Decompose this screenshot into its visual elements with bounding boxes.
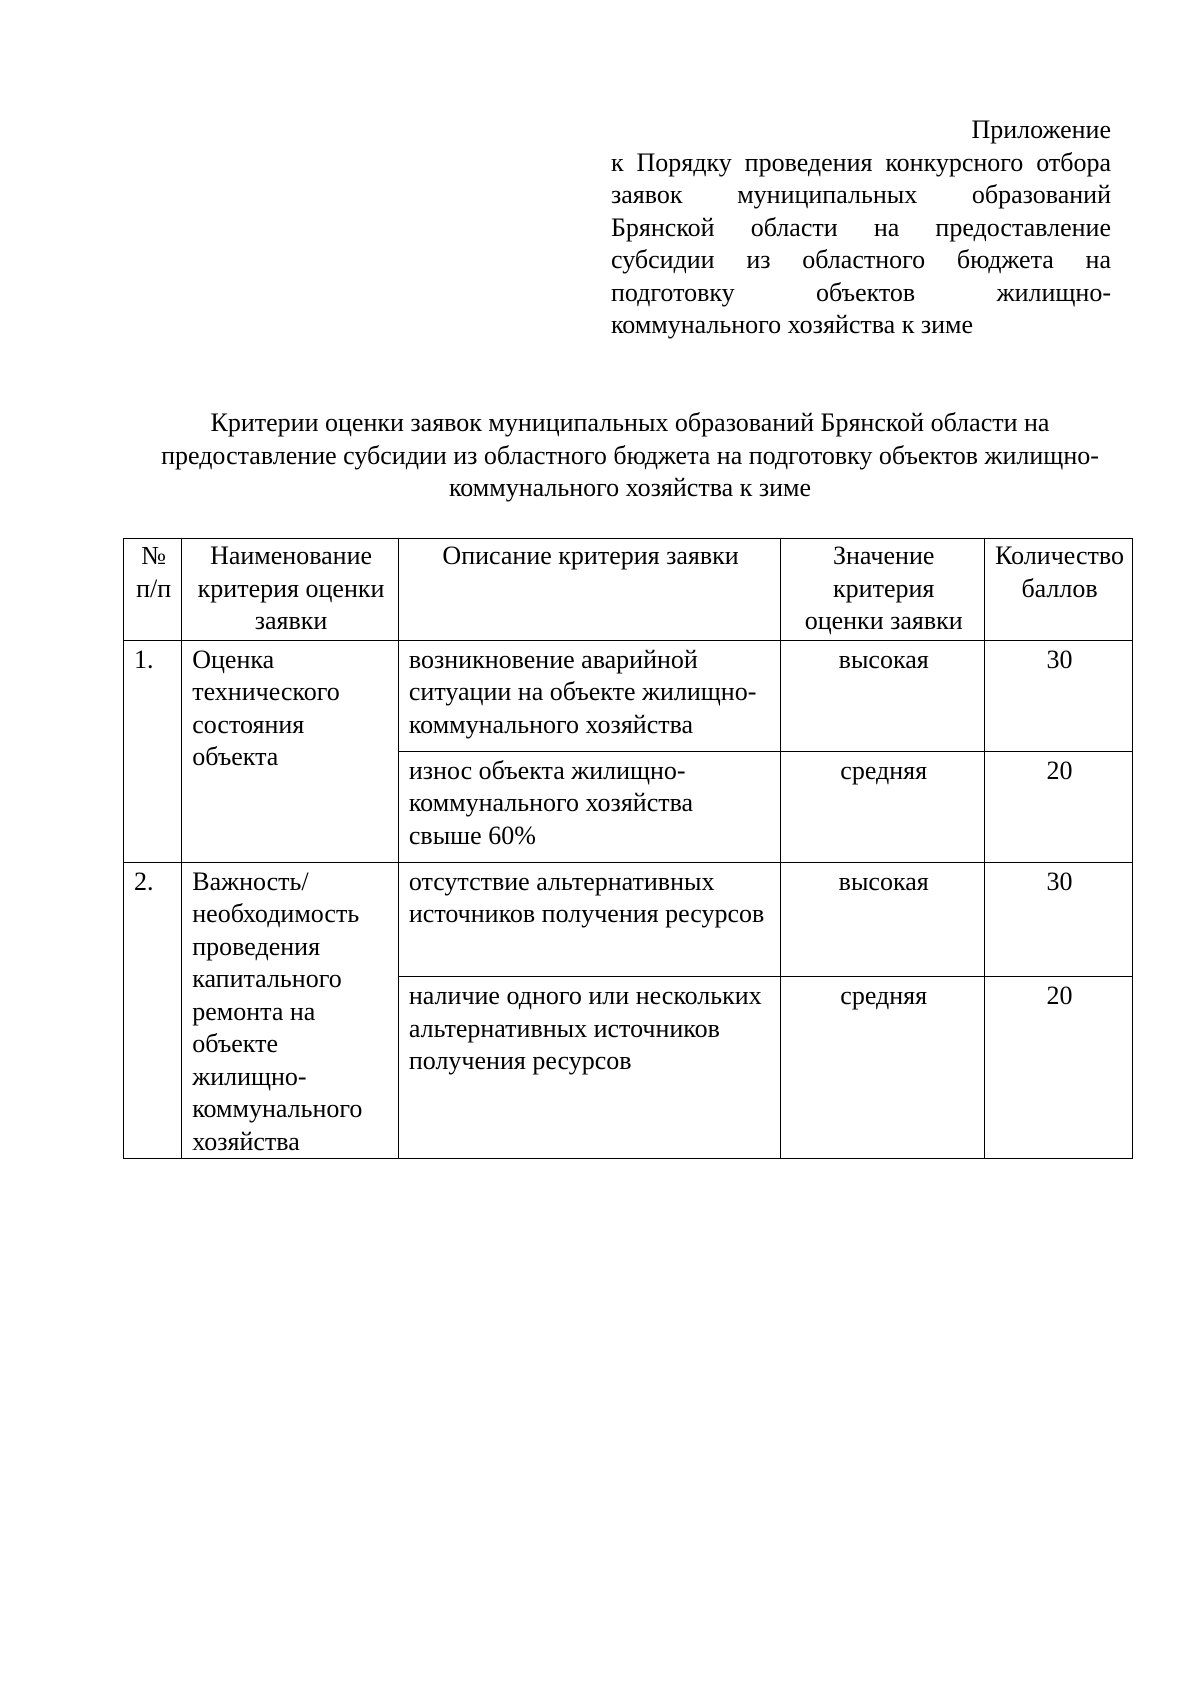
criterion-description: износ объекта жилищно-коммунального хозяйства свыше 60% — [398, 751, 780, 862]
appendix-title: Приложение — [971, 115, 1111, 144]
criterion-name: Важность/ необходимость проведения капитального ремонта на объекте жилищно-коммунального хозяйства — [182, 862, 399, 1159]
header-criterion-description: Описание критерия заявки — [398, 539, 780, 641]
header-criterion-name: Наименование критерия оценки заявки — [182, 539, 399, 641]
criterion-value: средняя — [781, 977, 985, 1159]
table-header-row — [124, 539, 1133, 641]
header-number: № п/п — [124, 539, 182, 641]
document-title: Критерии оценки заявок муниципальных образований Брянской области на предоставление субсидии из областного бюджета на подготовку объектов жилищно-коммунального хозяйства к зиме — [161, 408, 1099, 502]
criterion-description: наличие одного или нескольких альтернативных источников получения ресурсов — [398, 977, 780, 1159]
criterion-value: высокая — [781, 640, 985, 751]
header-score: Количество баллов — [985, 539, 1133, 641]
header-criterion-value: Значение критерия оценки заявки — [781, 539, 985, 641]
criterion-score: 20 — [985, 977, 1133, 1159]
criterion-description: отсутствие альтернативных источников получения ресурсов — [398, 862, 780, 977]
criterion-score: 20 — [985, 751, 1133, 862]
criteria-table — [123, 538, 1133, 1159]
criterion-value: средняя — [781, 751, 985, 862]
table-row — [124, 862, 1133, 977]
criterion-description: возникновение аварийной ситуации на объекте жилищно-коммунального хозяйства — [398, 640, 780, 751]
criterion-name: Оценка технического состояния объекта — [182, 640, 399, 862]
row-number: 2. — [124, 862, 182, 1159]
criterion-value: высокая — [781, 862, 985, 977]
row-number: 1. — [124, 640, 182, 862]
criterion-score: 30 — [985, 862, 1133, 977]
criterion-score: 30 — [985, 640, 1133, 751]
table-row — [124, 640, 1133, 751]
appendix-text: к Порядку проведения конкурсного отбора заявок муниципальных образований Брянской области на предоставление субсидии из областного бюджета на подготовку объектов жилищно-коммунального хозяйства к зиме — [611, 147, 1111, 339]
appendix-block — [611, 114, 1111, 342]
